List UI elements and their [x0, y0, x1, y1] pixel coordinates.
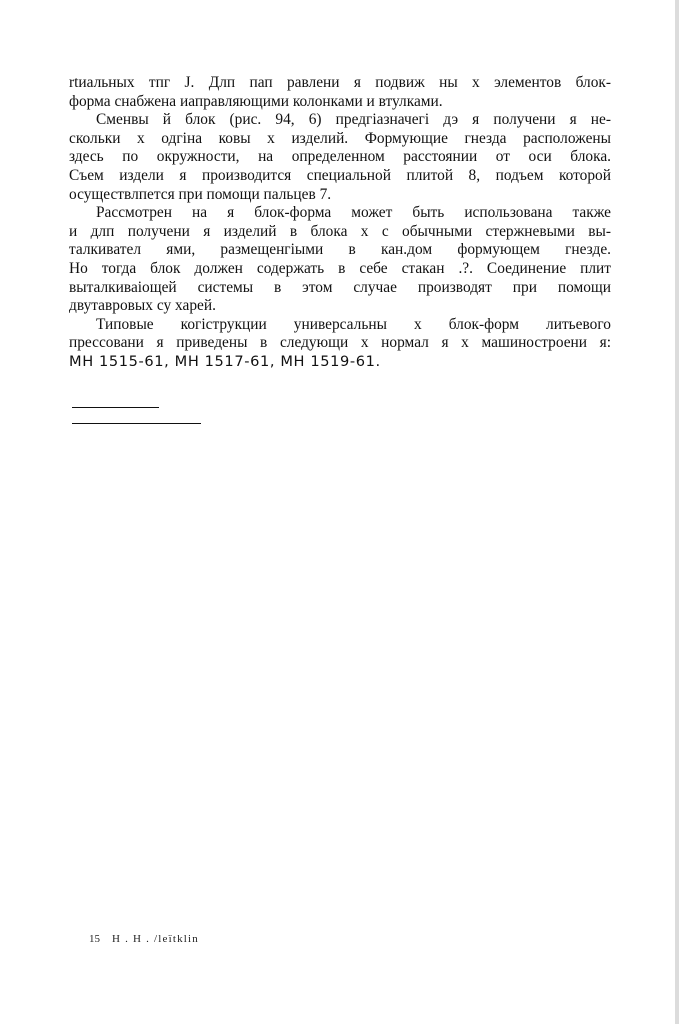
paragraph-4 [69, 316, 611, 372]
text-line: двутавровых су харей. [69, 297, 216, 315]
paragraph-2 [69, 111, 611, 204]
paragraph-1 [69, 74, 611, 111]
footnote-rule-long [72, 423, 201, 424]
text-line: осуществлпется при помощи пальцев 7. [69, 185, 332, 203]
footnote-rule-short [72, 407, 159, 408]
text-line: и длп получени я изделий в блока х с обычными стержневыми вы- [69, 222, 611, 240]
text-line: Рассмотрен на я блок-форма может быть использована также [96, 204, 611, 222]
text-line: Съем издели я производится специальной плитой 8, подъем которой [69, 166, 611, 184]
standards-line: МН 1515-61, МН 1517-61, МН 1519-61. [69, 352, 381, 370]
text-line: Но тогда блок должен содержать в себе стакан .?. Соединение плит [69, 259, 611, 277]
text-line: талкивател ями, размещенгiыми в кан.дом формующем гнезде. [69, 241, 611, 259]
document-body [69, 74, 611, 372]
text-line: форма снабжена иаправляющими колонками и втулками. [69, 92, 443, 110]
page-edge [675, 0, 679, 1024]
text-line: прессовани я приведены в следующи х нормал я х машиностроени я: [69, 334, 611, 352]
text-line: скольки х одгiна ковы х изделий. Формующие гнезда расположены [69, 129, 611, 147]
text-line: Типовые когiструкции универсальны х блок-форм литьевого [96, 315, 611, 333]
text-line: Сменвы й блок (рис. 94, 6) предгiазначегi дэ я получени я не- [96, 111, 611, 129]
text-line: rtиальных тпг J. Длп пап равлени я подвиж ны х элементов блок- [69, 74, 611, 91]
page-number: 15 [89, 933, 100, 945]
footer-signature: Н . Н . /leïtklin [112, 933, 200, 945]
text-line: выталкиваiощей системы в этом случае производят при помощи [69, 278, 611, 296]
text-line: здесь по окружности, на определенном расстоянии от оси блока. [69, 148, 611, 166]
page-footer [89, 933, 199, 945]
paragraph-3 [69, 204, 611, 316]
